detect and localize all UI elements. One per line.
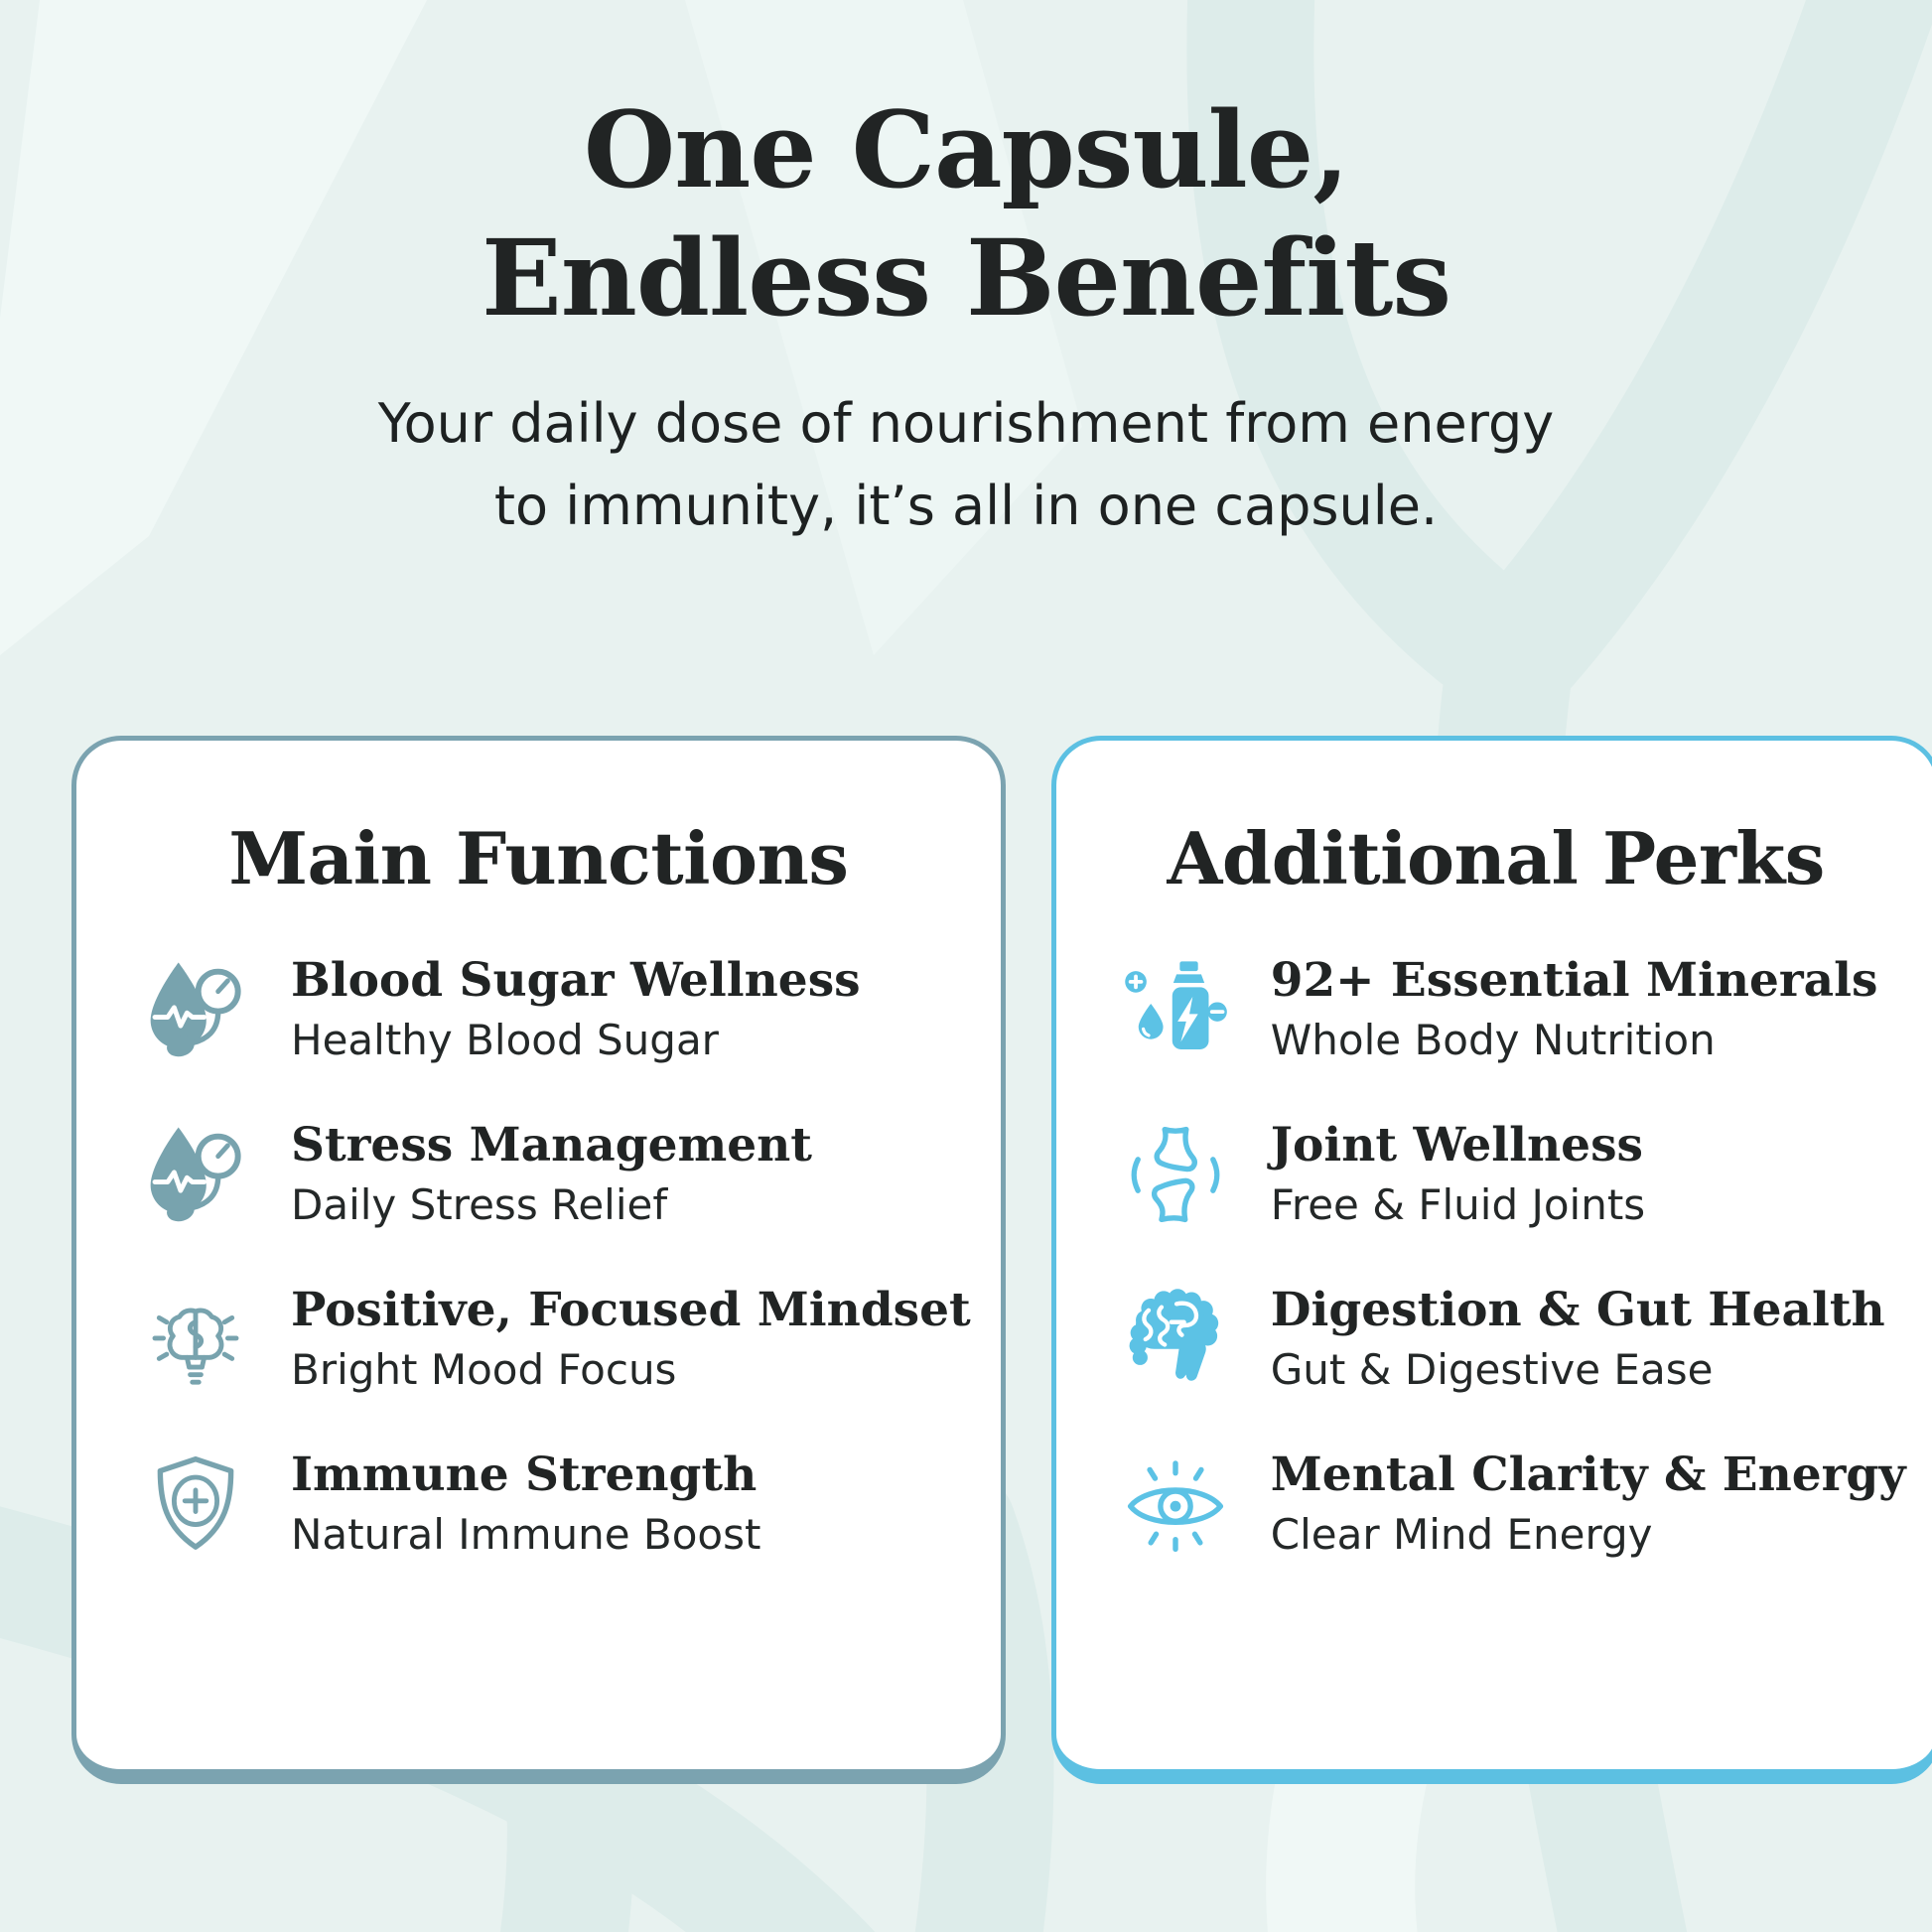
- shield-plus-icon: [138, 1447, 253, 1562]
- list-item-mindset: [138, 1282, 971, 1397]
- list-item-digestion: [1118, 1282, 1906, 1397]
- intestine-icon: [1118, 1282, 1233, 1397]
- page-title: [0, 0, 1932, 343]
- main-functions-list: [106, 952, 971, 1562]
- item-title: Stress Management: [291, 1117, 812, 1173]
- item-title: Blood Sugar Wellness: [291, 952, 861, 1008]
- list-item-minerals: [1118, 952, 1906, 1067]
- brain-lightbulb-icon: [138, 1282, 253, 1397]
- item-title: Digestion & Gut Health: [1270, 1282, 1885, 1337]
- item-subtitle: Whole Body Nutrition: [1270, 1015, 1716, 1064]
- additional-perks-card: [1051, 736, 1932, 1784]
- page-subtitle-line1: Your daily dose of nourishment from energy: [377, 391, 1555, 455]
- item-subtitle: Bright Mood Focus: [291, 1344, 677, 1394]
- hero-section: [0, 0, 1932, 548]
- page-title-line1: One Capsule,: [583, 87, 1349, 211]
- page-subtitle: [0, 382, 1932, 548]
- page-subtitle-line2: to immunity, it’s all in one capsule.: [493, 475, 1439, 538]
- list-item-clarity: [1118, 1447, 1906, 1562]
- item-title: Joint Wellness: [1270, 1117, 1644, 1173]
- item-title: Mental Clarity & Energy: [1270, 1447, 1906, 1502]
- item-subtitle: Free & Fluid Joints: [1270, 1179, 1646, 1229]
- item-subtitle: Daily Stress Relief: [291, 1179, 668, 1229]
- joint-bone-icon: [1118, 1117, 1233, 1232]
- blood-pressure-droplet-icon: [138, 1117, 253, 1232]
- item-title: Immune Strength: [291, 1447, 758, 1502]
- benefit-cards-row: [71, 736, 1906, 1784]
- mineral-bottle-icon: [1118, 952, 1233, 1067]
- list-item-immune: [138, 1447, 971, 1562]
- blood-pressure-droplet-icon: [138, 952, 253, 1067]
- eye-icon: [1118, 1447, 1233, 1562]
- list-item-blood-sugar: [138, 952, 971, 1067]
- list-item-joint: [1118, 1117, 1906, 1232]
- additional-perks-list: [1086, 952, 1906, 1562]
- main-functions-heading: Main Functions: [228, 816, 849, 900]
- item-title: Positive, Focused Mindset: [291, 1282, 971, 1337]
- item-subtitle: Natural Immune Boost: [291, 1509, 761, 1559]
- item-title: 92+ Essential Minerals: [1270, 952, 1878, 1008]
- item-subtitle: Healthy Blood Sugar: [291, 1015, 719, 1064]
- list-item-stress: [138, 1117, 971, 1232]
- item-subtitle: Clear Mind Energy: [1270, 1509, 1653, 1559]
- additional-perks-heading: Additional Perks: [1167, 816, 1825, 900]
- item-subtitle: Gut & Digestive Ease: [1270, 1344, 1714, 1394]
- main-functions-card: [71, 736, 1006, 1784]
- page-title-line2: Endless Benefits: [482, 215, 1450, 341]
